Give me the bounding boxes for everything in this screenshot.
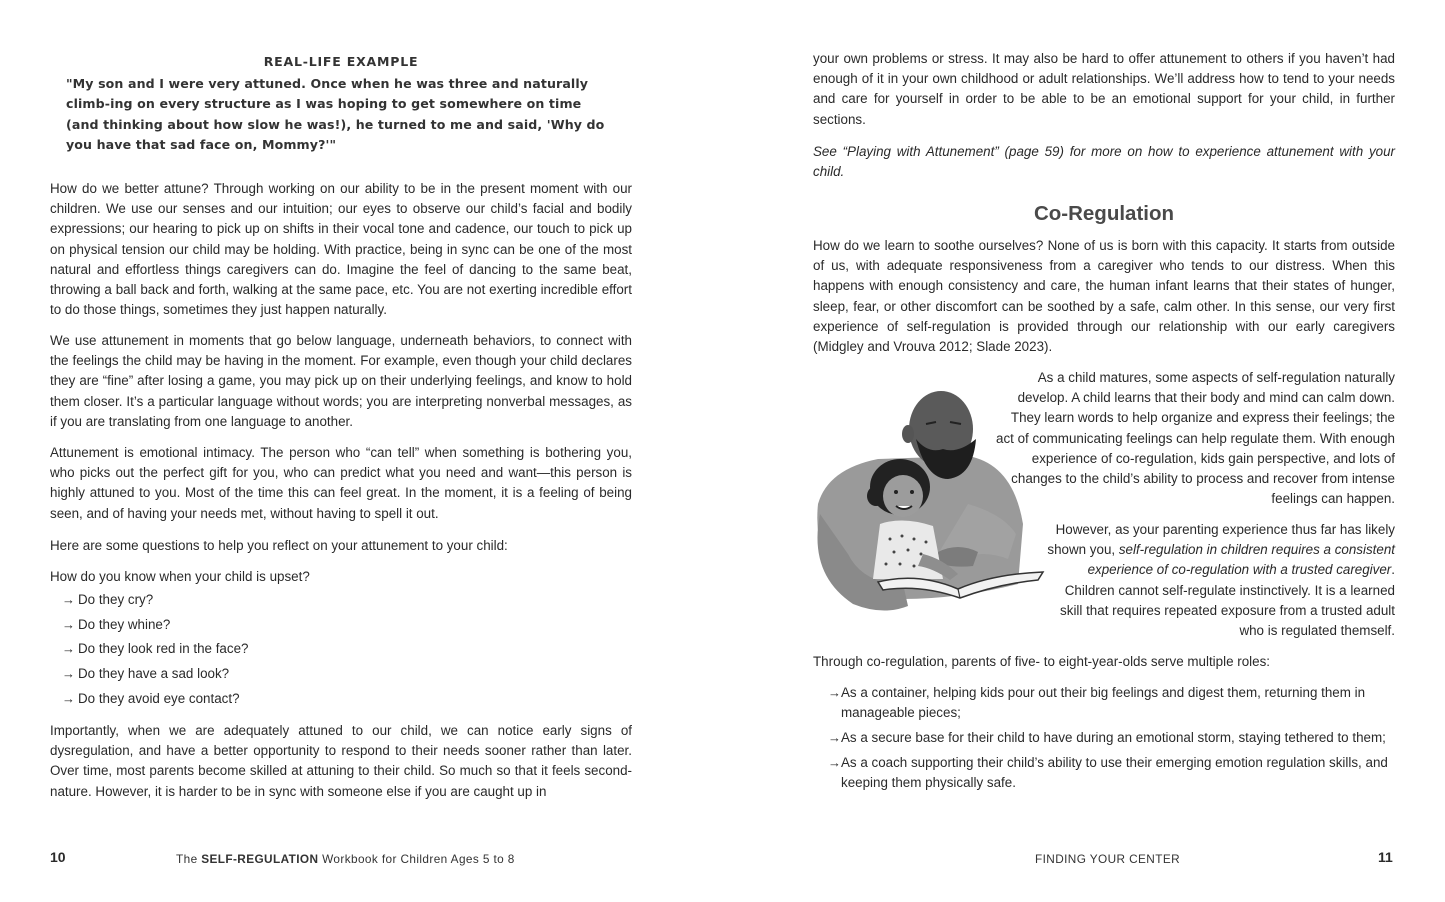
running-footer: The SELF-REGULATION Workbook for Children Ages 5 to 8 — [176, 852, 515, 866]
question-intro: How do you know when your child is upset? — [50, 569, 310, 584]
arrow-right-icon: → — [828, 754, 841, 770]
roles-list — [828, 683, 1396, 798]
paragraph: How do we learn to soothe ourselves? None of us is born with this capacity. It starts from outside of us, with adequate responsiveness from a caregiver who tends to our distress. When this happens with enough consistency and care, the human infant learns that their states of hunger, sleep, fear, or other discomfort can be soothed by a safe, calm other. In this sense, our very first experience of self-regulation is provided through our relationship with our early caregivers (Midgley and Vrouva 2012; Slade 2023). — [813, 238, 1395, 355]
arrow-right-icon: → — [62, 592, 75, 607]
list-item: → As a container, helping kids pour out their big feelings and digest them, returning them in manageable pieces; — [828, 683, 1396, 723]
paragraph: Attunement is emotional intimacy. The person who “can tell” when something is bothering you, who picks out the perfect gift for you, who can predict what you need and want—this person is highly attuned to you. Most of the time this can feel great. In the moment, it is a feeling of being seen, and of having your needs met, without having to spell it out. — [50, 445, 632, 521]
arrow-right-icon: → — [62, 616, 75, 632]
example-quote: "My son and I were very attuned. Once when he was three and naturally climb-ing on every structure as I was hoping to get somewhere on time (and thinking about how slow he was!), he turned to me and said, 'Why do you have that sad face on, Mommy?'" — [66, 76, 605, 153]
real-life-example — [66, 54, 616, 156]
left-page — [0, 0, 722, 902]
paragraph: However, as your parenting experience thus far has likely shown you, self-regulation in children requires a consistent experience of co-regulation with a trusted caregiver. Children cannot self-regulate instinctively. It is a learned skill that requires repeated exposure from a trusted adult who is regulated themself. — [1047, 522, 1395, 639]
right-page — [723, 0, 1445, 902]
paragraph: As a child matures, some aspects of self-regulation naturally develop. A child learns that their body and mind can calm down. They learn words to help organize and express their feelings; the act of communicating feelings can help regulate them. With enough experience of co-regulation, kids gain perspective, and lots of changes to the child’s ability to process and recover from intense feelings can happen. — [996, 370, 1395, 507]
list-item: → Do they cry? — [62, 590, 362, 615]
running-footer: FINDING YOUR CENTER — [1035, 852, 1181, 866]
arrow-right-icon: → — [62, 641, 75, 657]
paragraph: Importantly, when we are adequately attuned to our child, we can notice early signs of dysregulation, and have a better opportunity to respond to their needs sooner rather than later. Over time, most parents become skilled at attuning to their child. So much so that it feels second-nature. However, it is harder to be in sync with someone else if you are caught up in — [50, 723, 632, 799]
page-number: 10 — [50, 849, 66, 865]
arrow-right-icon: → — [62, 666, 75, 682]
list-item: → Do they have a sad look? — [62, 664, 362, 689]
arrow-right-icon: → — [828, 730, 841, 745]
paragraph: How do we better attune? Through working on our ability to be in the present moment with our children. We use our senses and our intuition; our eyes to observe our child’s facial and bodily expressions; our hearing to pick up on shifts in their vocal tone and cadence, our touch to pick up on physical tension our child may be holding. With practice, being in sync can be one of the most natural and effortless things caregivers can do. Imagine the feel of dancing to the same beat, throwing a ball back and forth, walking at the same pace, etc. You are not exerting incredible effort to do those things, sometimes they just happen naturally. — [50, 181, 632, 318]
paragraph: Here are some questions to help you reflect on your attunement to your child: — [50, 538, 508, 553]
arrow-right-icon: → — [62, 690, 75, 706]
see-also-note: See “Playing with Attunement” (page 59) for more on how to experience attunement with your child. — [813, 144, 1395, 180]
paragraph: We use attunement in moments that go below language, underneath behaviors, to connect with the feelings the child may be having in the moment. For example, even though your child declares they are “fine” after losing a game, you may pick up on their underlying feelings, and know to hold them closer. It’s a particular language without words; you are interpreting nonverbal messages, as if you are translating from one language to another. — [50, 333, 632, 429]
question-list — [62, 590, 362, 713]
list-item: → Do they look red in the face? — [62, 639, 362, 664]
list-item: → Do they avoid eye contact? — [62, 689, 362, 714]
example-title: REAL-LIFE EXAMPLE — [263, 54, 419, 69]
paragraph: your own problems or stress. It may also be hard to offer attunement to others if you haven’t had enough of it in your own childhood or adult relationships. We’ll address how to tend to your needs and care for yourself in order to be able to be an emotional support for your child, in further sections. — [813, 51, 1395, 127]
list-item: → Do they whine? — [62, 615, 362, 640]
section-heading: Co-Regulation — [1033, 202, 1175, 225]
list-item: → As a secure base for their child to have during an emotional storm, staying tethered to them; — [828, 728, 1396, 748]
page-number: 11 — [1378, 849, 1393, 865]
arrow-right-icon: → — [828, 685, 841, 700]
paragraph: Through co-regulation, parents of five- to eight-year-olds serve multiple roles: — [813, 654, 1270, 669]
list-item: → As a coach supporting their child’s ability to use their emerging emotion regulation skills, and keeping them physically safe. — [828, 753, 1396, 793]
